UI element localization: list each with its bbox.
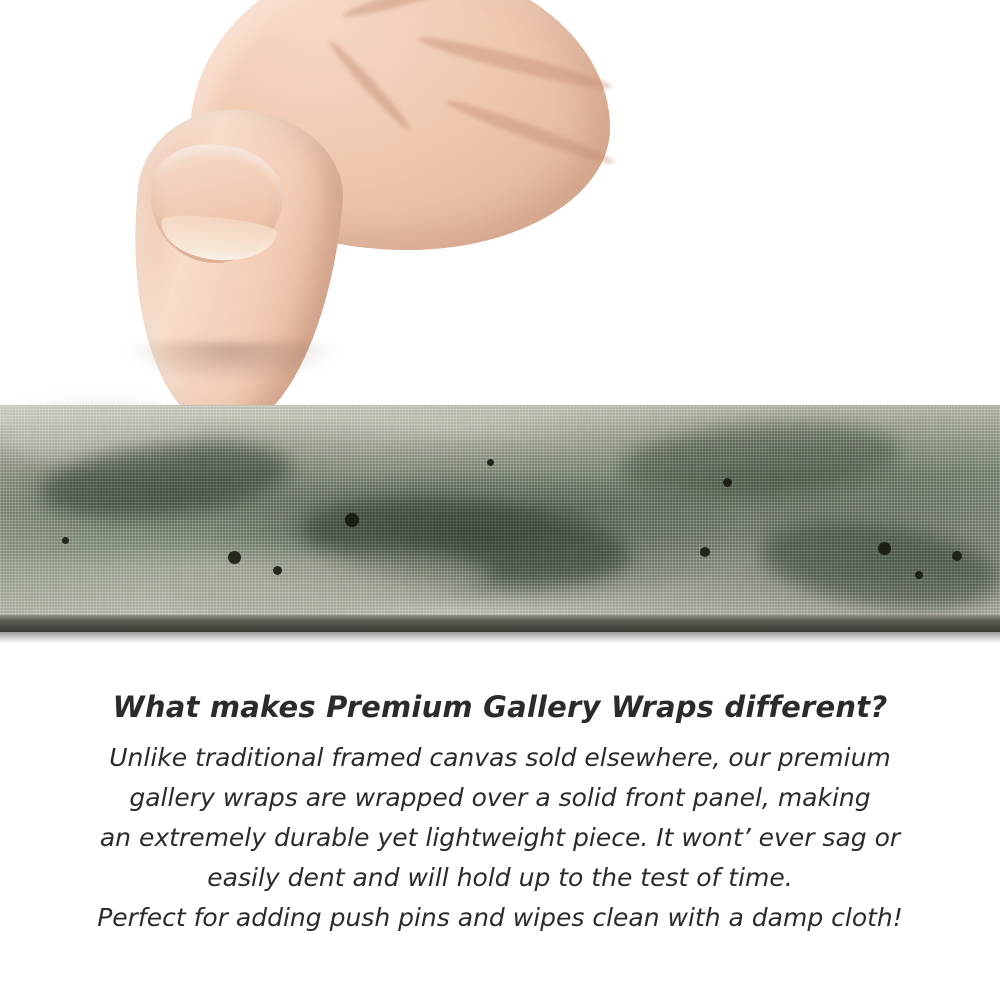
knuckle-crease	[325, 37, 414, 134]
caption-title: What makes Premium Gallery Wraps different?	[112, 690, 888, 724]
paint-speck	[62, 537, 69, 544]
canvas-side-edge	[0, 615, 1000, 632]
caption-line: easily dent and will hold up to the test of time.	[207, 863, 793, 892]
paint-speck	[915, 571, 923, 579]
knuckle-crease	[416, 31, 614, 95]
hand-photo	[120, 0, 600, 430]
paint-speck	[273, 566, 282, 575]
knuckle-crease	[443, 95, 617, 170]
caption-line: Perfect for adding push pins and wipes clean with a damp cloth!	[97, 903, 903, 932]
paint-speck	[487, 459, 494, 466]
canvas-art-surface	[0, 405, 1000, 620]
paint-speck	[952, 551, 962, 561]
caption-line: Unlike traditional framed canvas sold elsewhere, our premium	[109, 743, 891, 772]
canvas-weave-texture	[0, 405, 1000, 620]
gallery-wrap-canvas	[0, 405, 1000, 640]
paint-speck	[228, 551, 241, 564]
caption-line: gallery wraps are wrapped over a solid front panel, making	[129, 783, 871, 812]
caption-line: an extremely durable yet lightweight piece. It wont’ ever sag or	[99, 823, 901, 852]
finger-shadow	[125, 342, 340, 382]
paint-speck	[878, 542, 891, 555]
knuckle-crease	[341, 0, 489, 22]
paint-speck	[700, 547, 710, 557]
paint-speck	[345, 513, 359, 527]
paint-speck	[723, 478, 732, 487]
caption-block	[0, 690, 1000, 938]
canvas-drop-shadow	[0, 631, 1000, 643]
